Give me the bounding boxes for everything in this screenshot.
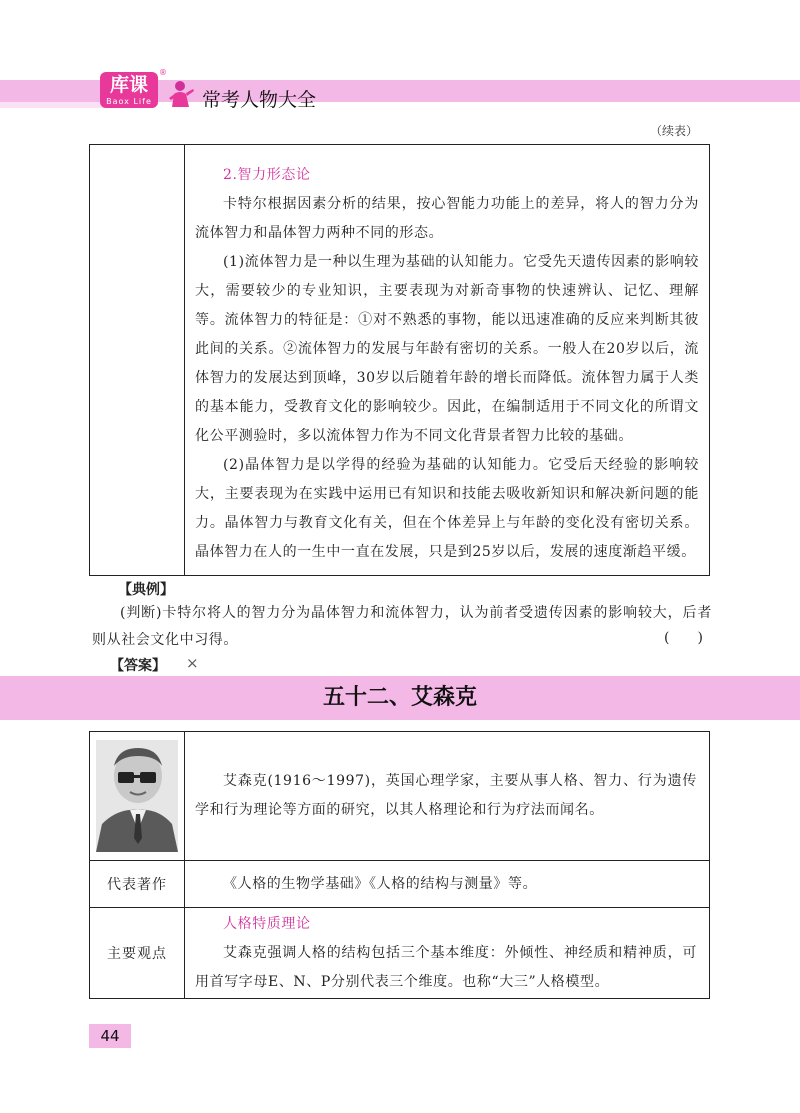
- answer-bracket: ( ): [664, 630, 703, 646]
- views-label: 主要观点: [90, 908, 185, 999]
- views-text: 艾森克强调人格的结构包括三个基本维度：外倾性、神经质和精神质，可用首写字母E、N、P分别代表三个维度。也称“大三”人格模型。: [195, 944, 697, 990]
- answer-value: ×: [186, 654, 199, 672]
- theory-heading: 2.智力形态论: [223, 167, 311, 183]
- section-title: 五十二、艾森克: [322, 685, 477, 710]
- answer-label: 【答案】: [110, 658, 166, 674]
- logo-main-text: 库课: [109, 74, 148, 96]
- logo: [100, 72, 158, 108]
- theory-paragraph: 卡特尔根据因素分析的结果，按心智能力功能上的差异，将人的智力分为流体智力和晶体智力两种不同的形态。: [195, 196, 699, 241]
- continued-label: （续表）: [650, 124, 699, 138]
- views-cell: [185, 908, 710, 999]
- theory-paragraph: (2)晶体智力是以学得的经验为基础的认知能力。它受后天经验的影响较大，主要表现为在实践中运用已有知识和技能去吸收新知识和解决新问题的能力。晶体智力与教育文化有关，但在个体差异上与年龄的变化没有密切关系。晶体智力在人的一生中一直在发展，只是到25岁以后，发展的速度渐趋平缓。: [195, 457, 699, 560]
- works-text: 《人格的生物学基础》《人格的结构与测量》等。: [223, 875, 538, 892]
- theory-content-cell: [185, 145, 710, 576]
- logo-sub-text: Baox Life: [106, 97, 152, 106]
- page-number: 44: [89, 1024, 131, 1048]
- example-question: (判断)卡特尔将人的智力分为晶体智力和流体智力，认为前者受遗传因素的影响较大，后者则从社会文化中习得。: [92, 605, 712, 648]
- theory-paragraph: (1)流体智力是一种以生理为基础的认知能力。它受先天遗传因素的影响较大，需要较少的专业知识，主要表现为对新奇事物的快速辨认、记忆、理解等。流体智力的特征是：①对不熟悉的事物，能以迅速准确的反应来判断其彼此间的关系。②流体智力的发展与年龄有密切的关系。一般人在20岁以后，流体智力的发展达到顶峰，30岁以后随着年龄的增长而降低。流体智力属于人类的基本能力，受教育文化的影响较少。因此，在编制适用于不同文化的所谓文化公平测验时，多以流体智力作为不同文化背景者智力比较的基础。: [195, 254, 699, 444]
- works-label: 代表著作: [90, 861, 185, 908]
- registered-mark: ®: [159, 68, 167, 77]
- empty-label-cell: [90, 145, 185, 576]
- works-cell: [185, 861, 710, 908]
- portrait-photo: [96, 740, 178, 852]
- intro-cell: [185, 732, 710, 861]
- portrait-cell: [90, 732, 185, 861]
- header-section-title: 常考人物大全: [202, 89, 317, 111]
- eysenck-intro: 艾森克(1916～1997)，英国心理学家，主要从事人格、智力、行为遗传学和行为理论等方面的研究，以其人格理论和行为疗法而闻名。: [195, 773, 697, 818]
- person-silhouette-icon: [166, 80, 196, 108]
- example-label: 【典例】: [118, 582, 174, 598]
- views-heading: 人格特质理论: [223, 915, 311, 932]
- eysenck-table: [89, 731, 710, 999]
- continued-table: [89, 144, 710, 576]
